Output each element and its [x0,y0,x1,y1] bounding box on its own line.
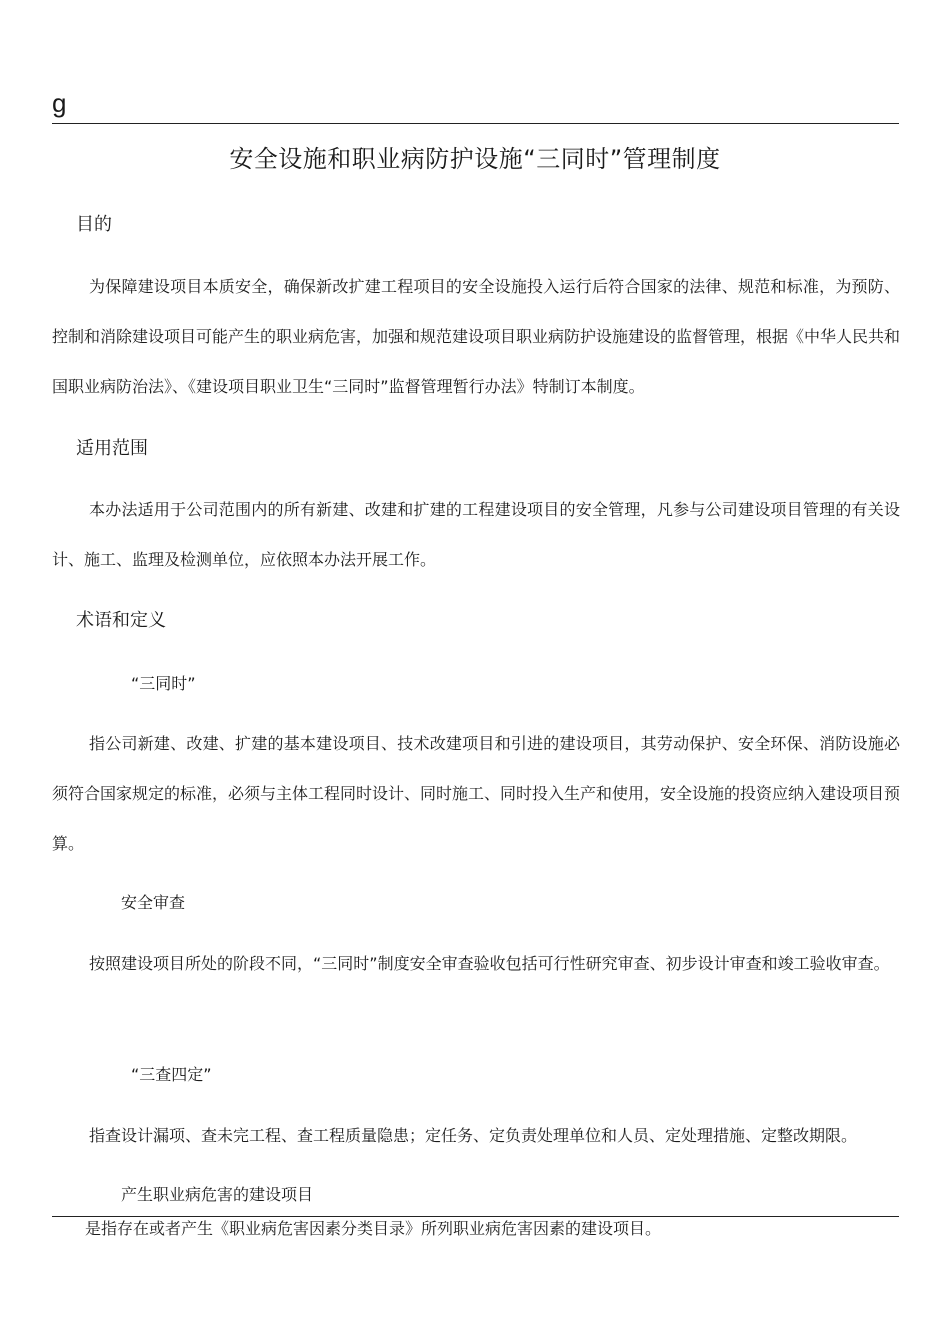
paragraph-scope: 本办法适用于公司范围内的所有新建、改建和扩建的工程建设项目的安全管理，凡参与公司建设项目管理的有关设计、施工、监理及检测单位，应依照本办法开展工作。 [52,500,900,569]
term-text-occupational-hazard-project: 是指存在或者产生《职业病危害因素分类目录》所列职业病危害因素的建设项目。 [85,1219,662,1238]
term-heading-three-checks-four-settings: “三查四定” [131,1065,212,1084]
section-heading-purpose: 目的 [76,214,112,235]
term-heading-safety-review: 安全审查 [121,893,186,912]
document-title: 安全设施和职业病防护设施“三同时”管理制度 [229,145,721,173]
paragraph-purpose: 为保障建设项目本质安全，确保新改扩建工程项目的安全设施投入运行后符合国家的法律、规范和标准，为预防、控制和消除建设项目可能产生的职业病危害，加强和规范建设项目职业病防护设施建设的监督管理，根据《中华人民共和国职业病防治法》、《建设项目职业卫生“三同时”监督管理暂行办法》特制订本制度。 [52,277,901,396]
section-heading-scope: 适用范围 [76,438,148,459]
term-heading-occupational-hazard-project: 产生职业病危害的建设项目 [121,1185,314,1204]
term-text-three-simultaneities: 指公司新建、改建、扩建的基本建设项目、技术改建项目和引进的建设项目，其劳动保护、安全环保、消防设施必须符合国家规定的标准，必须与主体工程同时设计、同时施工、同时投入生产和使用，安全设施的投资应纳入建设项目预算。 [52,734,901,853]
term-text-three-checks-four-settings: 指查设计漏项、查未完工程、查工程质量隐患；定任务、定负责处理单位和人员、定处理措施、定整改期限。 [89,1126,858,1145]
section-heading-terms: 术语和定义 [76,610,166,631]
term-heading-three-simultaneities: “三同时” [131,674,196,693]
header-rule [52,123,899,124]
term-text-safety-review: 按照建设项目所处的阶段不同，“三同时”制度安全审查验收包括可行性研究审查、初步设计审查和竣工验收审查。 [89,954,890,973]
header-mark: g [52,88,67,118]
